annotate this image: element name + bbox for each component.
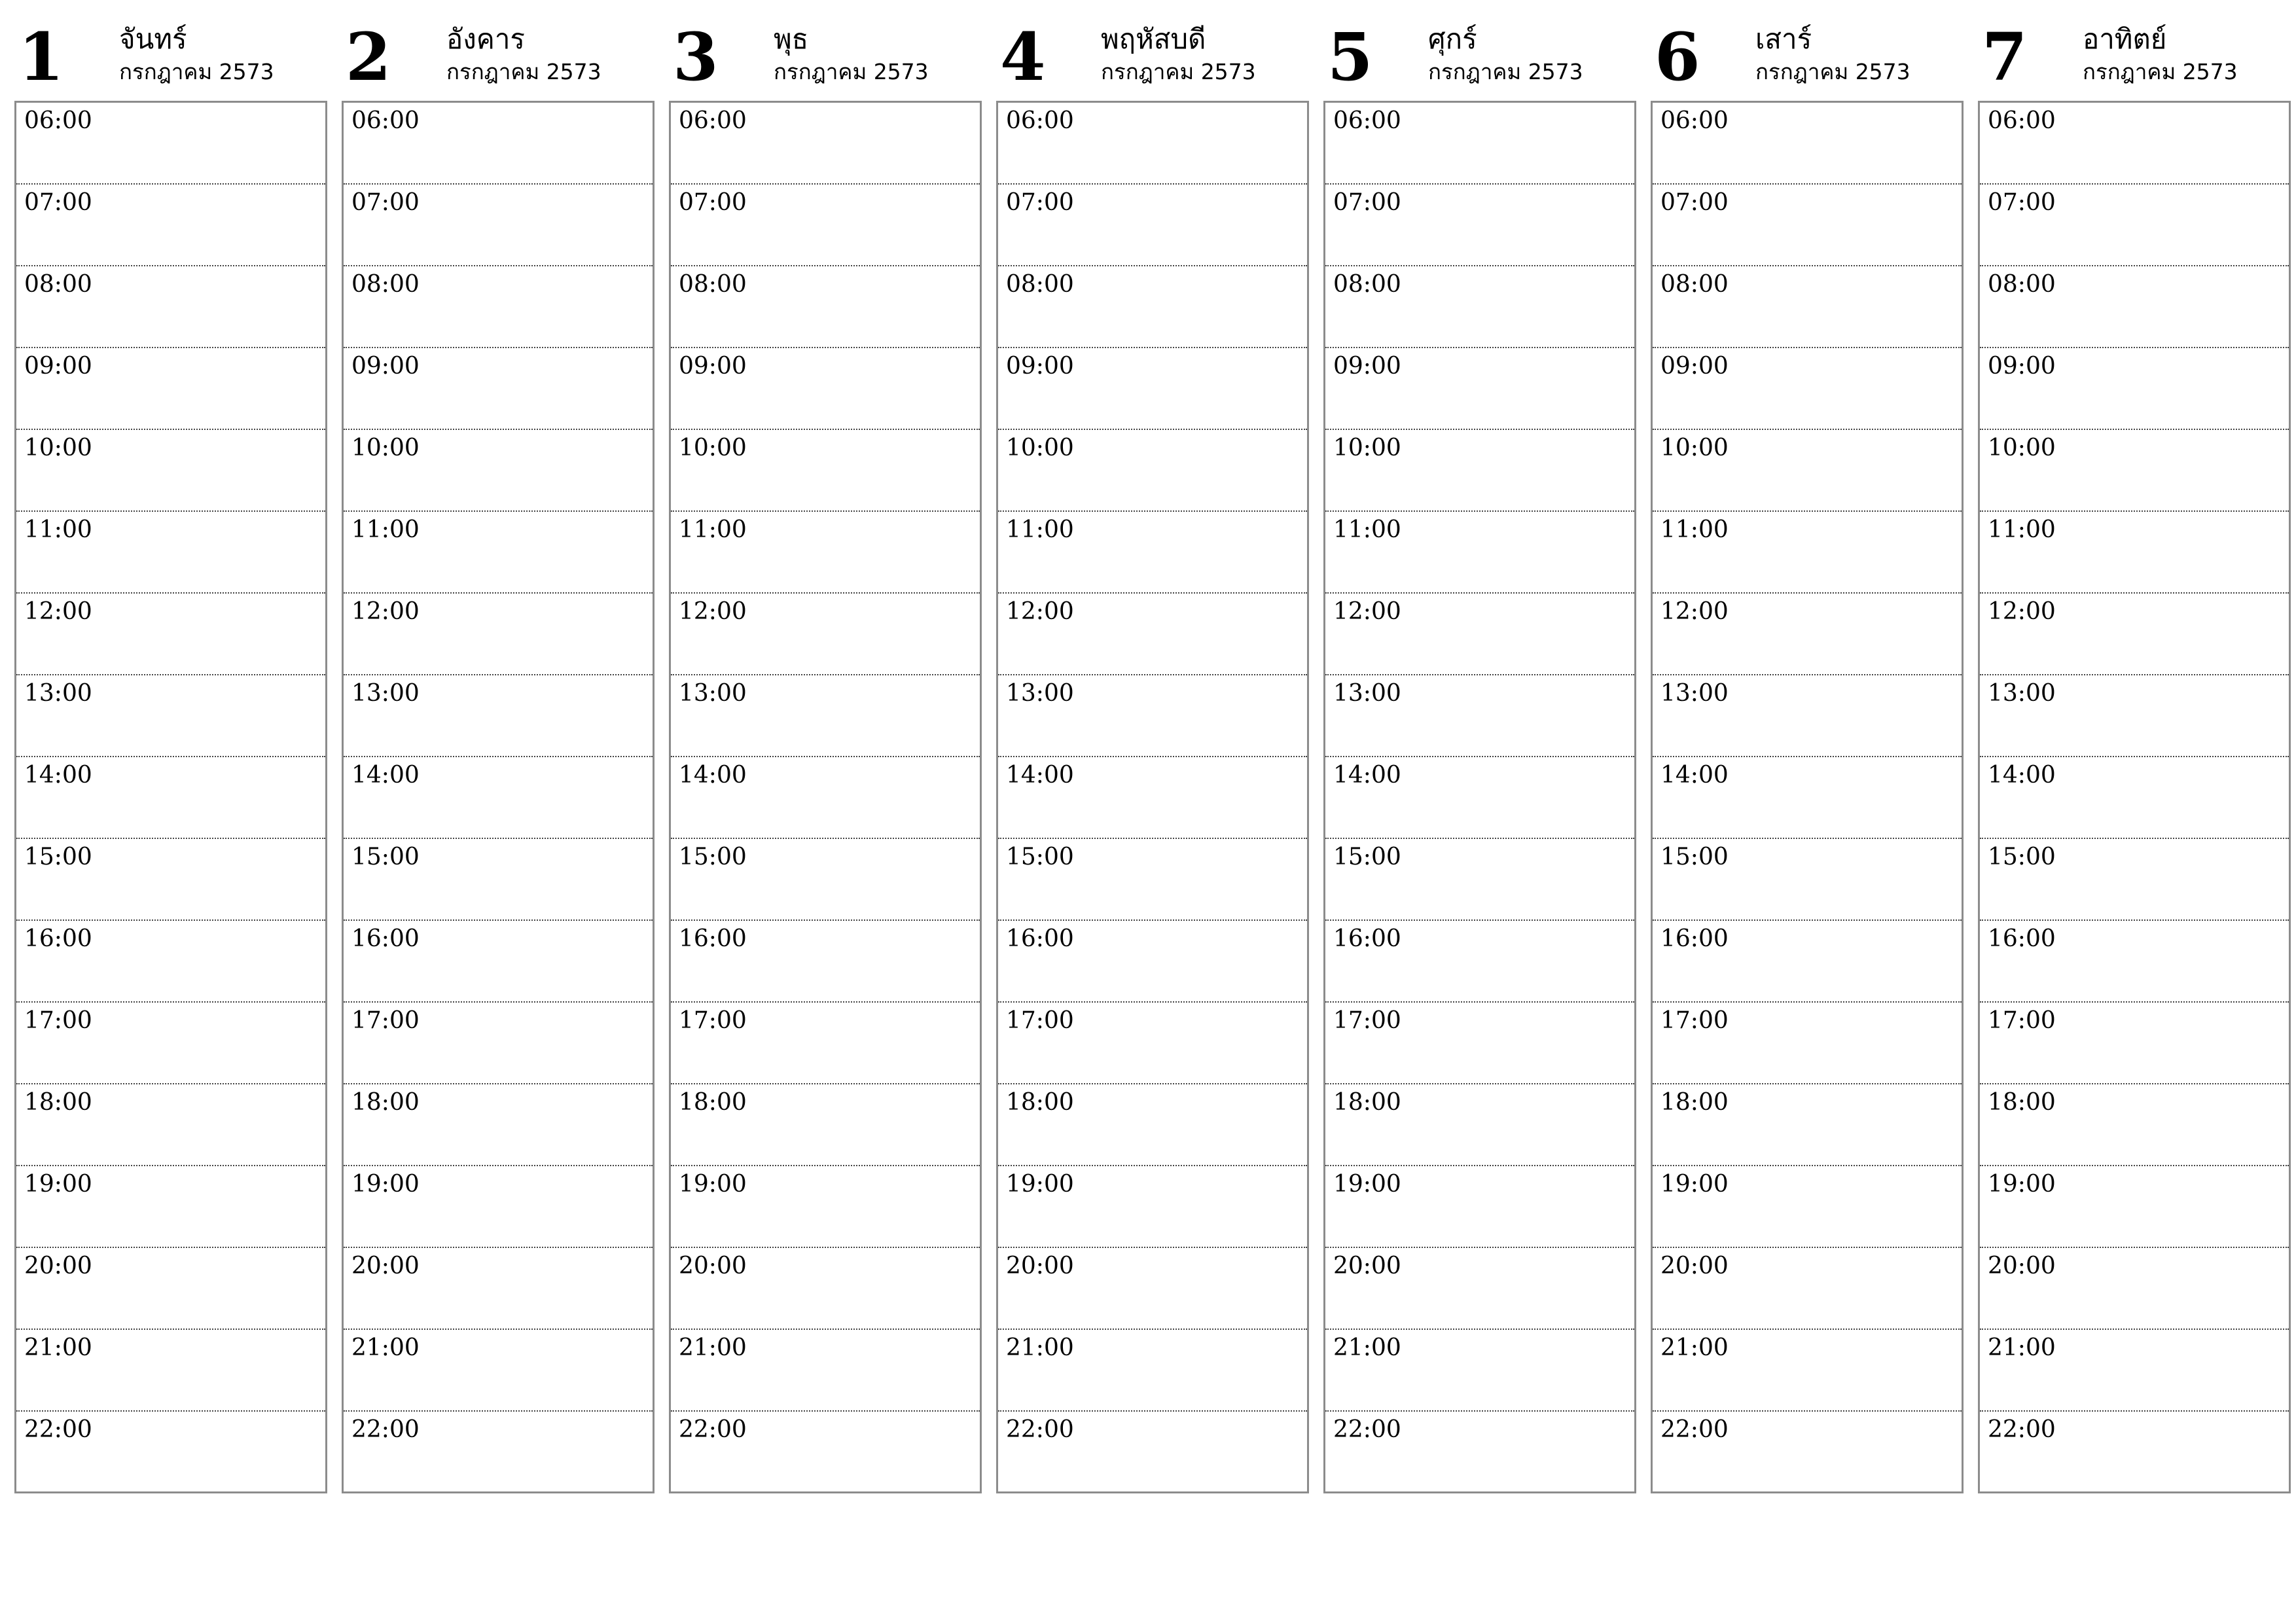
time-slot[interactable] — [671, 1330, 980, 1412]
time-slot[interactable] — [1980, 266, 2289, 348]
time-label: 17:00 — [1988, 1007, 2056, 1034]
day-schedule-box — [1323, 101, 1636, 1493]
time-label: 17:00 — [1660, 1007, 1729, 1034]
month-year-label: กรกฎาคม 2573 — [119, 59, 274, 84]
time-label: 12:00 — [351, 598, 420, 625]
time-label: 18:00 — [1660, 1089, 1729, 1116]
time-label: 19:00 — [1660, 1171, 1729, 1198]
time-slot[interactable] — [671, 594, 980, 675]
time-slot[interactable] — [998, 675, 1307, 757]
time-label: 10:00 — [1660, 435, 1729, 461]
time-label: 09:00 — [1006, 353, 1074, 380]
time-label: 12:00 — [1006, 598, 1074, 625]
time-label: 21:00 — [1660, 1334, 1729, 1361]
time-label: 08:00 — [24, 271, 92, 298]
time-label: 06:00 — [1333, 107, 1401, 134]
time-label: 09:00 — [351, 353, 420, 380]
time-label: 15:00 — [1006, 844, 1074, 870]
time-label: 09:00 — [679, 353, 747, 380]
time-label: 14:00 — [1660, 762, 1729, 789]
day-number: 5 — [1327, 18, 1373, 96]
time-slot[interactable] — [1653, 348, 1962, 430]
time-label: 16:00 — [1333, 925, 1401, 952]
time-label: 08:00 — [1006, 271, 1074, 298]
time-label: 14:00 — [351, 762, 420, 789]
time-label: 13:00 — [679, 680, 747, 707]
weekday-name: จันทร์ — [119, 23, 187, 55]
time-slot[interactable] — [1325, 185, 1634, 266]
time-slot[interactable] — [671, 512, 980, 594]
time-label: 12:00 — [24, 598, 92, 625]
time-label: 06:00 — [1660, 107, 1729, 134]
month-year-label: กรกฎาคม 2573 — [774, 59, 929, 84]
weekday-name: เสาร์ — [1755, 23, 1812, 55]
time-slot[interactable] — [671, 1003, 980, 1084]
time-slot[interactable] — [671, 103, 980, 185]
time-label: 08:00 — [1333, 271, 1401, 298]
time-label: 07:00 — [24, 189, 92, 216]
time-slot[interactable] — [344, 430, 653, 512]
time-slot[interactable] — [1325, 1412, 1634, 1493]
weekly-planner — [14, 18, 2284, 1493]
time-slot[interactable] — [998, 1248, 1307, 1330]
time-label: 15:00 — [1988, 844, 2056, 870]
day-schedule-box — [1978, 101, 2291, 1493]
time-label: 18:00 — [1006, 1089, 1074, 1116]
time-slot[interactable] — [1325, 675, 1634, 757]
time-label: 09:00 — [1333, 353, 1401, 380]
time-slot[interactable] — [1980, 1412, 2289, 1493]
time-slot[interactable] — [16, 675, 325, 757]
time-slot[interactable] — [1325, 512, 1634, 594]
day-number: 4 — [1000, 18, 1046, 96]
time-slot[interactable] — [998, 1412, 1307, 1493]
day-number: 3 — [673, 18, 719, 96]
time-label: 21:00 — [351, 1334, 420, 1361]
time-label: 13:00 — [1660, 680, 1729, 707]
time-label: 15:00 — [24, 844, 92, 870]
time-slot[interactable] — [16, 1248, 325, 1330]
time-slot[interactable] — [344, 1166, 653, 1248]
day-schedule-box — [1651, 101, 1964, 1493]
time-slot[interactable] — [671, 839, 980, 921]
time-label: 21:00 — [24, 1334, 92, 1361]
day-header — [669, 18, 982, 101]
time-slot[interactable] — [1980, 594, 2289, 675]
time-label: 10:00 — [1988, 435, 2056, 461]
time-label: 13:00 — [1333, 680, 1401, 707]
time-label: 22:00 — [679, 1416, 747, 1443]
time-slot[interactable] — [1980, 757, 2289, 839]
day-column — [669, 18, 982, 1493]
time-label: 09:00 — [1660, 353, 1729, 380]
time-slot[interactable] — [344, 103, 653, 185]
time-slot[interactable] — [1653, 594, 1962, 675]
time-slot[interactable] — [344, 512, 653, 594]
time-label: 09:00 — [24, 353, 92, 380]
time-slot[interactable] — [998, 839, 1307, 921]
time-slot[interactable] — [16, 1084, 325, 1166]
day-header — [996, 18, 1309, 101]
time-label: 13:00 — [1988, 680, 2056, 707]
time-slot[interactable] — [1653, 1166, 1962, 1248]
time-slot[interactable] — [671, 348, 980, 430]
time-slot[interactable] — [344, 348, 653, 430]
weekday-name: พุธ — [774, 23, 809, 55]
time-slot[interactable] — [344, 266, 653, 348]
time-slot[interactable] — [16, 1003, 325, 1084]
time-label: 21:00 — [1988, 1334, 2056, 1361]
time-label: 10:00 — [351, 435, 420, 461]
time-slot[interactable] — [671, 266, 980, 348]
day-header — [1651, 18, 1964, 101]
time-slot[interactable] — [344, 1003, 653, 1084]
time-slot[interactable] — [1653, 430, 1962, 512]
day-column — [14, 18, 327, 1493]
time-slot[interactable] — [1980, 185, 2289, 266]
weekday-name: อาทิตย์ — [2083, 23, 2167, 55]
time-label: 20:00 — [24, 1253, 92, 1279]
time-slot[interactable] — [1325, 1248, 1634, 1330]
time-slot[interactable] — [16, 1166, 325, 1248]
time-slot[interactable] — [344, 1412, 653, 1493]
time-slot[interactable] — [1325, 921, 1634, 1003]
time-slot[interactable] — [1653, 185, 1962, 266]
day-number: 2 — [346, 18, 391, 96]
time-slot[interactable] — [16, 103, 325, 185]
month-year-label: กรกฎาคม 2573 — [1101, 59, 1256, 84]
time-slot[interactable] — [16, 839, 325, 921]
time-slot[interactable] — [998, 348, 1307, 430]
time-slot[interactable] — [1980, 430, 2289, 512]
time-slot[interactable] — [998, 1084, 1307, 1166]
time-label: 08:00 — [679, 271, 747, 298]
time-label: 14:00 — [1333, 762, 1401, 789]
day-schedule-box — [669, 101, 982, 1493]
time-label: 19:00 — [1333, 1171, 1401, 1198]
time-label: 06:00 — [24, 107, 92, 134]
time-label: 07:00 — [351, 189, 420, 216]
time-slot[interactable] — [1653, 1412, 1962, 1493]
time-label: 17:00 — [1006, 1007, 1074, 1034]
time-label: 08:00 — [1660, 271, 1729, 298]
time-label: 07:00 — [1333, 189, 1401, 216]
time-label: 15:00 — [679, 844, 747, 870]
time-label: 14:00 — [24, 762, 92, 789]
time-label: 14:00 — [679, 762, 747, 789]
time-slot[interactable] — [671, 1412, 980, 1493]
time-label: 19:00 — [1988, 1171, 2056, 1198]
time-label: 18:00 — [24, 1089, 92, 1116]
time-label: 15:00 — [1333, 844, 1401, 870]
time-slot[interactable] — [1980, 1084, 2289, 1166]
time-slot[interactable] — [998, 430, 1307, 512]
time-slot[interactable] — [671, 1166, 980, 1248]
month-year-label: กรกฎาคม 2573 — [2083, 59, 2238, 84]
time-slot[interactable] — [344, 1330, 653, 1412]
time-label: 07:00 — [679, 189, 747, 216]
time-label: 09:00 — [1988, 353, 2056, 380]
time-label: 18:00 — [679, 1089, 747, 1116]
time-slot[interactable] — [1325, 757, 1634, 839]
time-slot[interactable] — [1980, 921, 2289, 1003]
time-label: 08:00 — [1988, 271, 2056, 298]
time-label: 19:00 — [24, 1171, 92, 1198]
day-header — [342, 18, 655, 101]
weekday-name: ศุกร์ — [1428, 23, 1477, 55]
time-slot[interactable] — [344, 594, 653, 675]
time-label: 12:00 — [1660, 598, 1729, 625]
time-slot[interactable] — [671, 921, 980, 1003]
time-slot[interactable] — [671, 185, 980, 266]
time-label: 12:00 — [1988, 598, 2056, 625]
time-slot[interactable] — [16, 594, 325, 675]
time-label: 22:00 — [24, 1416, 92, 1443]
time-slot[interactable] — [1980, 103, 2289, 185]
day-column — [1978, 18, 2291, 1493]
weekday-name: พฤหัสบดี — [1101, 23, 1206, 55]
time-label: 10:00 — [1006, 435, 1074, 461]
time-label: 06:00 — [1988, 107, 2056, 134]
time-label: 19:00 — [351, 1171, 420, 1198]
time-slot[interactable] — [344, 185, 653, 266]
time-label: 06:00 — [679, 107, 747, 134]
time-slot[interactable] — [998, 1003, 1307, 1084]
time-slot[interactable] — [1325, 266, 1634, 348]
time-slot[interactable] — [344, 921, 653, 1003]
time-slot[interactable] — [1653, 1330, 1962, 1412]
time-label: 07:00 — [1988, 189, 2056, 216]
time-slot[interactable] — [998, 921, 1307, 1003]
time-label: 11:00 — [1333, 516, 1401, 543]
day-column — [1323, 18, 1636, 1493]
time-slot[interactable] — [16, 266, 325, 348]
time-slot[interactable] — [344, 1084, 653, 1166]
time-slot[interactable] — [1325, 839, 1634, 921]
time-label: 13:00 — [24, 680, 92, 707]
time-slot[interactable] — [1653, 757, 1962, 839]
time-slot[interactable] — [1653, 921, 1962, 1003]
day-header — [1978, 18, 2291, 101]
time-slot[interactable] — [998, 185, 1307, 266]
time-label: 22:00 — [1333, 1416, 1401, 1443]
time-label: 08:00 — [351, 271, 420, 298]
time-slot[interactable] — [344, 839, 653, 921]
time-slot[interactable] — [344, 1248, 653, 1330]
time-label: 10:00 — [1333, 435, 1401, 461]
time-label: 20:00 — [351, 1253, 420, 1279]
time-slot[interactable] — [1325, 1003, 1634, 1084]
time-label: 19:00 — [679, 1171, 747, 1198]
time-slot[interactable] — [1325, 1330, 1634, 1412]
time-label: 17:00 — [24, 1007, 92, 1034]
time-label: 16:00 — [24, 925, 92, 952]
time-slot[interactable] — [998, 594, 1307, 675]
day-schedule-box — [14, 101, 327, 1493]
time-label: 10:00 — [679, 435, 747, 461]
time-slot[interactable] — [1980, 1003, 2289, 1084]
time-label: 19:00 — [1006, 1171, 1074, 1198]
time-label: 17:00 — [1333, 1007, 1401, 1034]
time-label: 22:00 — [1988, 1416, 2056, 1443]
time-slot[interactable] — [1325, 594, 1634, 675]
time-slot[interactable] — [671, 1084, 980, 1166]
time-slot[interactable] — [998, 103, 1307, 185]
day-column — [1651, 18, 1964, 1493]
time-slot[interactable] — [1653, 512, 1962, 594]
time-label: 20:00 — [1660, 1253, 1729, 1279]
time-label: 11:00 — [24, 516, 92, 543]
time-label: 06:00 — [1006, 107, 1074, 134]
time-slot[interactable] — [1653, 1084, 1962, 1166]
time-slot[interactable] — [1980, 1330, 2289, 1412]
time-label: 18:00 — [1988, 1089, 2056, 1116]
time-label: 16:00 — [1660, 925, 1729, 952]
time-label: 11:00 — [351, 516, 420, 543]
time-label: 18:00 — [1333, 1089, 1401, 1116]
weekday-name: อังคาร — [446, 23, 525, 55]
day-schedule-box — [342, 101, 655, 1493]
time-slot[interactable] — [1325, 430, 1634, 512]
day-number: 1 — [18, 18, 64, 96]
time-label: 17:00 — [351, 1007, 420, 1034]
time-label: 17:00 — [679, 1007, 747, 1034]
time-slot[interactable] — [1980, 1248, 2289, 1330]
time-slot[interactable] — [1980, 512, 2289, 594]
time-slot[interactable] — [1653, 1003, 1962, 1084]
time-label: 12:00 — [1333, 598, 1401, 625]
time-label: 11:00 — [1006, 516, 1074, 543]
time-label: 16:00 — [1006, 925, 1074, 952]
time-label: 18:00 — [351, 1089, 420, 1116]
time-slot[interactable] — [671, 757, 980, 839]
time-slot[interactable] — [1980, 348, 2289, 430]
time-label: 21:00 — [1006, 1334, 1074, 1361]
time-label: 07:00 — [1006, 189, 1074, 216]
month-year-label: กรกฎาคม 2573 — [1428, 59, 1583, 84]
time-slot[interactable] — [998, 757, 1307, 839]
time-slot[interactable] — [1325, 1084, 1634, 1166]
time-slot[interactable] — [998, 266, 1307, 348]
time-label: 16:00 — [1988, 925, 2056, 952]
time-slot[interactable] — [1980, 1166, 2289, 1248]
day-header — [1323, 18, 1636, 101]
time-slot[interactable] — [1980, 839, 2289, 921]
time-slot[interactable] — [344, 675, 653, 757]
time-slot[interactable] — [1653, 675, 1962, 757]
time-label: 22:00 — [1006, 1416, 1074, 1443]
time-slot[interactable] — [1325, 103, 1634, 185]
time-label: 10:00 — [24, 435, 92, 461]
time-label: 22:00 — [1660, 1416, 1729, 1443]
time-label: 06:00 — [351, 107, 420, 134]
day-column — [342, 18, 655, 1493]
time-slot[interactable] — [16, 512, 325, 594]
time-slot[interactable] — [1980, 675, 2289, 757]
day-number: 7 — [1982, 18, 2028, 96]
day-schedule-box — [996, 101, 1309, 1493]
time-slot[interactable] — [1653, 1248, 1962, 1330]
time-label: 13:00 — [1006, 680, 1074, 707]
time-slot[interactable] — [671, 1248, 980, 1330]
time-label: 14:00 — [1988, 762, 2056, 789]
time-label: 11:00 — [679, 516, 747, 543]
time-slot[interactable] — [671, 675, 980, 757]
time-slot[interactable] — [998, 512, 1307, 594]
time-label: 15:00 — [1660, 844, 1729, 870]
time-label: 12:00 — [679, 598, 747, 625]
time-label: 20:00 — [1988, 1253, 2056, 1279]
time-label: 21:00 — [1333, 1334, 1401, 1361]
time-slot[interactable] — [16, 757, 325, 839]
time-label: 16:00 — [351, 925, 420, 952]
time-slot[interactable] — [671, 430, 980, 512]
time-label: 15:00 — [351, 844, 420, 870]
day-number: 6 — [1655, 18, 1700, 96]
month-year-label: กรกฎาคม 2573 — [1755, 59, 1910, 84]
time-label: 14:00 — [1006, 762, 1074, 789]
time-label: 16:00 — [679, 925, 747, 952]
time-slot[interactable] — [1653, 266, 1962, 348]
time-label: 13:00 — [351, 680, 420, 707]
time-slot[interactable] — [16, 430, 325, 512]
time-label: 20:00 — [679, 1253, 747, 1279]
time-slot[interactable] — [16, 185, 325, 266]
time-slot[interactable] — [998, 1330, 1307, 1412]
time-slot[interactable] — [16, 348, 325, 430]
day-header — [14, 18, 327, 101]
time-slot[interactable] — [16, 1412, 325, 1493]
time-slot[interactable] — [1325, 1166, 1634, 1248]
time-label: 22:00 — [351, 1416, 420, 1443]
time-slot[interactable] — [16, 921, 325, 1003]
time-label: 20:00 — [1006, 1253, 1074, 1279]
time-label: 20:00 — [1333, 1253, 1401, 1279]
time-label: 07:00 — [1660, 189, 1729, 216]
day-column — [996, 18, 1309, 1493]
time-slot[interactable] — [1653, 839, 1962, 921]
time-slot[interactable] — [1653, 103, 1962, 185]
time-slot[interactable] — [16, 1330, 325, 1412]
time-label: 11:00 — [1988, 516, 2056, 543]
time-slot[interactable] — [998, 1166, 1307, 1248]
month-year-label: กรกฎาคม 2573 — [446, 59, 601, 84]
time-label: 21:00 — [679, 1334, 747, 1361]
time-slot[interactable] — [344, 757, 653, 839]
time-slot[interactable] — [1325, 348, 1634, 430]
time-label: 11:00 — [1660, 516, 1729, 543]
